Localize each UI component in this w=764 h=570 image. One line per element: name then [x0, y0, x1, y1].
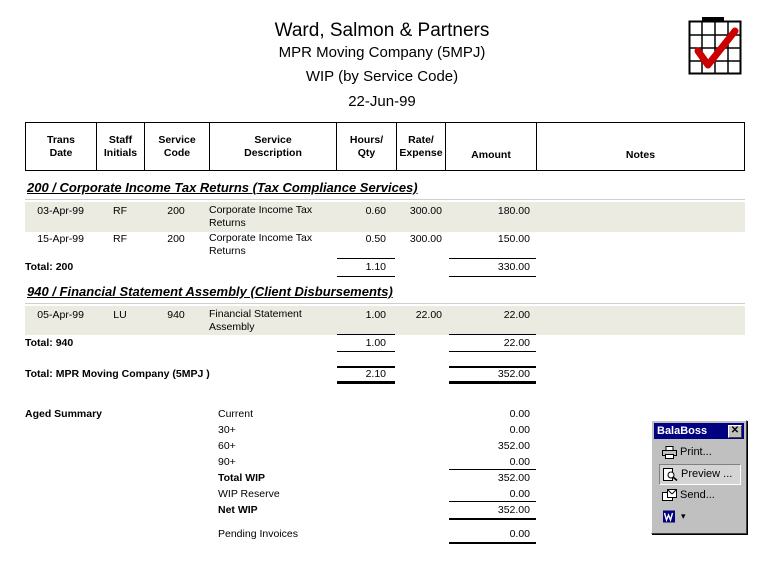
aged-value: 352.00 [497, 440, 530, 452]
rate-expense: 22.00 [415, 309, 442, 321]
col-rate-expense: Rate/ Expense [397, 123, 446, 171]
group-heading: 940 / Financial Statement Assembly (Client Disbursements) [27, 284, 393, 299]
grand-total-hours: 2.10 [365, 368, 386, 380]
aged-rule [449, 518, 536, 520]
send-mail-icon [662, 489, 677, 502]
aged-value: 0.00 [509, 408, 530, 420]
col-hours-qty: Hours/ Qty [337, 123, 397, 171]
report-date: 22-Jun-99 [348, 93, 416, 110]
aged-summary-title: Aged Summary [25, 408, 103, 420]
group-total-label: Total: 940 [25, 337, 74, 349]
trans-date: 05-Apr-99 [37, 309, 84, 321]
grand-total-rule [449, 381, 536, 384]
col-staff-initials: Staff Initials [97, 123, 145, 171]
total-rule [449, 351, 536, 352]
aged-label: WIP Reserve [218, 488, 280, 500]
group-total-amount: 330.00 [497, 261, 530, 273]
aged-label: Net WIP [218, 504, 258, 516]
preview-button[interactable] [659, 464, 741, 485]
col-trans-date: Trans Date [26, 123, 97, 171]
hours-qty: 0.50 [365, 233, 386, 245]
total-rule [449, 276, 536, 277]
column-header-table [25, 122, 745, 171]
amount: 22.00 [503, 309, 530, 321]
divider [25, 199, 745, 200]
aged-rule [449, 469, 536, 470]
trans-date: 03-Apr-99 [37, 205, 84, 217]
aged-value: 352.00 [497, 472, 530, 484]
group-total-hours: 1.10 [365, 261, 386, 273]
send-label: Send... [680, 489, 715, 501]
balaboss-toolbar[interactable] [651, 420, 747, 534]
service-code: 200 [167, 205, 185, 217]
aged-label: 30+ [218, 424, 236, 436]
preview-label: Preview ... [681, 468, 733, 480]
amount: 150.00 [497, 233, 530, 245]
aged-value: 0.00 [509, 488, 530, 500]
rate-expense: 300.00 [409, 233, 442, 245]
firm-name: Ward, Salmon & Partners [274, 20, 490, 41]
total-rule [337, 351, 395, 352]
aged-label: Total WIP [218, 472, 266, 484]
close-button[interactable]: ✕ [728, 425, 742, 438]
service-description: Corporate Income Tax Returns [209, 232, 313, 257]
toolbar-titlebar[interactable] [654, 423, 744, 439]
aged-label: Current [218, 408, 254, 420]
grand-total-rule [337, 381, 395, 384]
magnifier-page-icon [663, 468, 678, 481]
service-description: Corporate Income Tax Returns [209, 204, 313, 229]
service-code: 940 [167, 309, 185, 321]
checklist-logo-icon [688, 17, 742, 75]
hours-qty: 0.60 [365, 205, 386, 217]
subtotal-rule [449, 258, 536, 259]
col-service-code: Service Code [145, 123, 210, 171]
send-button[interactable] [659, 486, 739, 505]
group-heading: 200 / Corporate Income Tax Returns (Tax Compliance Services) [27, 180, 418, 195]
aged-value: 0.00 [509, 424, 530, 436]
printer-icon [662, 446, 677, 459]
hours-qty: 1.00 [365, 309, 386, 321]
subtotal-rule [449, 334, 536, 335]
col-notes: Notes [537, 123, 745, 171]
word-document-icon [662, 510, 677, 523]
print-label: Print... [680, 446, 712, 458]
group-total-label: Total: 200 [25, 261, 74, 273]
total-rule [337, 276, 395, 277]
aged-value: 352.00 [497, 504, 530, 516]
grand-total-amount: 352.00 [497, 368, 530, 380]
aged-rule [449, 542, 536, 544]
report-title: WIP (by Service Code) [305, 68, 459, 85]
col-service-description: Service Description [210, 123, 337, 171]
dropdown-arrow-icon: ▾ [681, 511, 686, 521]
aged-value: 0.00 [509, 528, 530, 540]
aged-rule [449, 501, 536, 502]
rate-expense: 300.00 [409, 205, 442, 217]
word-export-menu[interactable] [659, 507, 739, 526]
divider [25, 303, 745, 304]
staff-initials: RF [113, 233, 127, 245]
aged-label: Pending Invoices [218, 528, 298, 540]
print-button[interactable] [659, 443, 739, 462]
trans-date: 15-Apr-99 [37, 233, 84, 245]
service-description: Financial Statement Assembly [209, 308, 302, 333]
subtotal-rule [337, 334, 395, 335]
amount: 180.00 [497, 205, 530, 217]
group-total-amount: 22.00 [503, 337, 530, 349]
service-code: 200 [167, 233, 185, 245]
staff-initials: RF [113, 205, 127, 217]
grand-total-label: Total: MPR Moving Company (5MPJ ) [25, 368, 210, 380]
group-total-hours: 1.00 [365, 337, 386, 349]
col-amount: Amount [446, 123, 537, 171]
staff-initials: LU [113, 309, 127, 321]
subtotal-rule [337, 258, 395, 259]
aged-label: 90+ [218, 456, 236, 468]
client-name: MPR Moving Company (5MPJ) [278, 44, 486, 61]
aged-value: 0.00 [509, 456, 530, 468]
toolbar-title: BalaBoss [657, 425, 708, 437]
aged-label: 60+ [218, 440, 236, 452]
